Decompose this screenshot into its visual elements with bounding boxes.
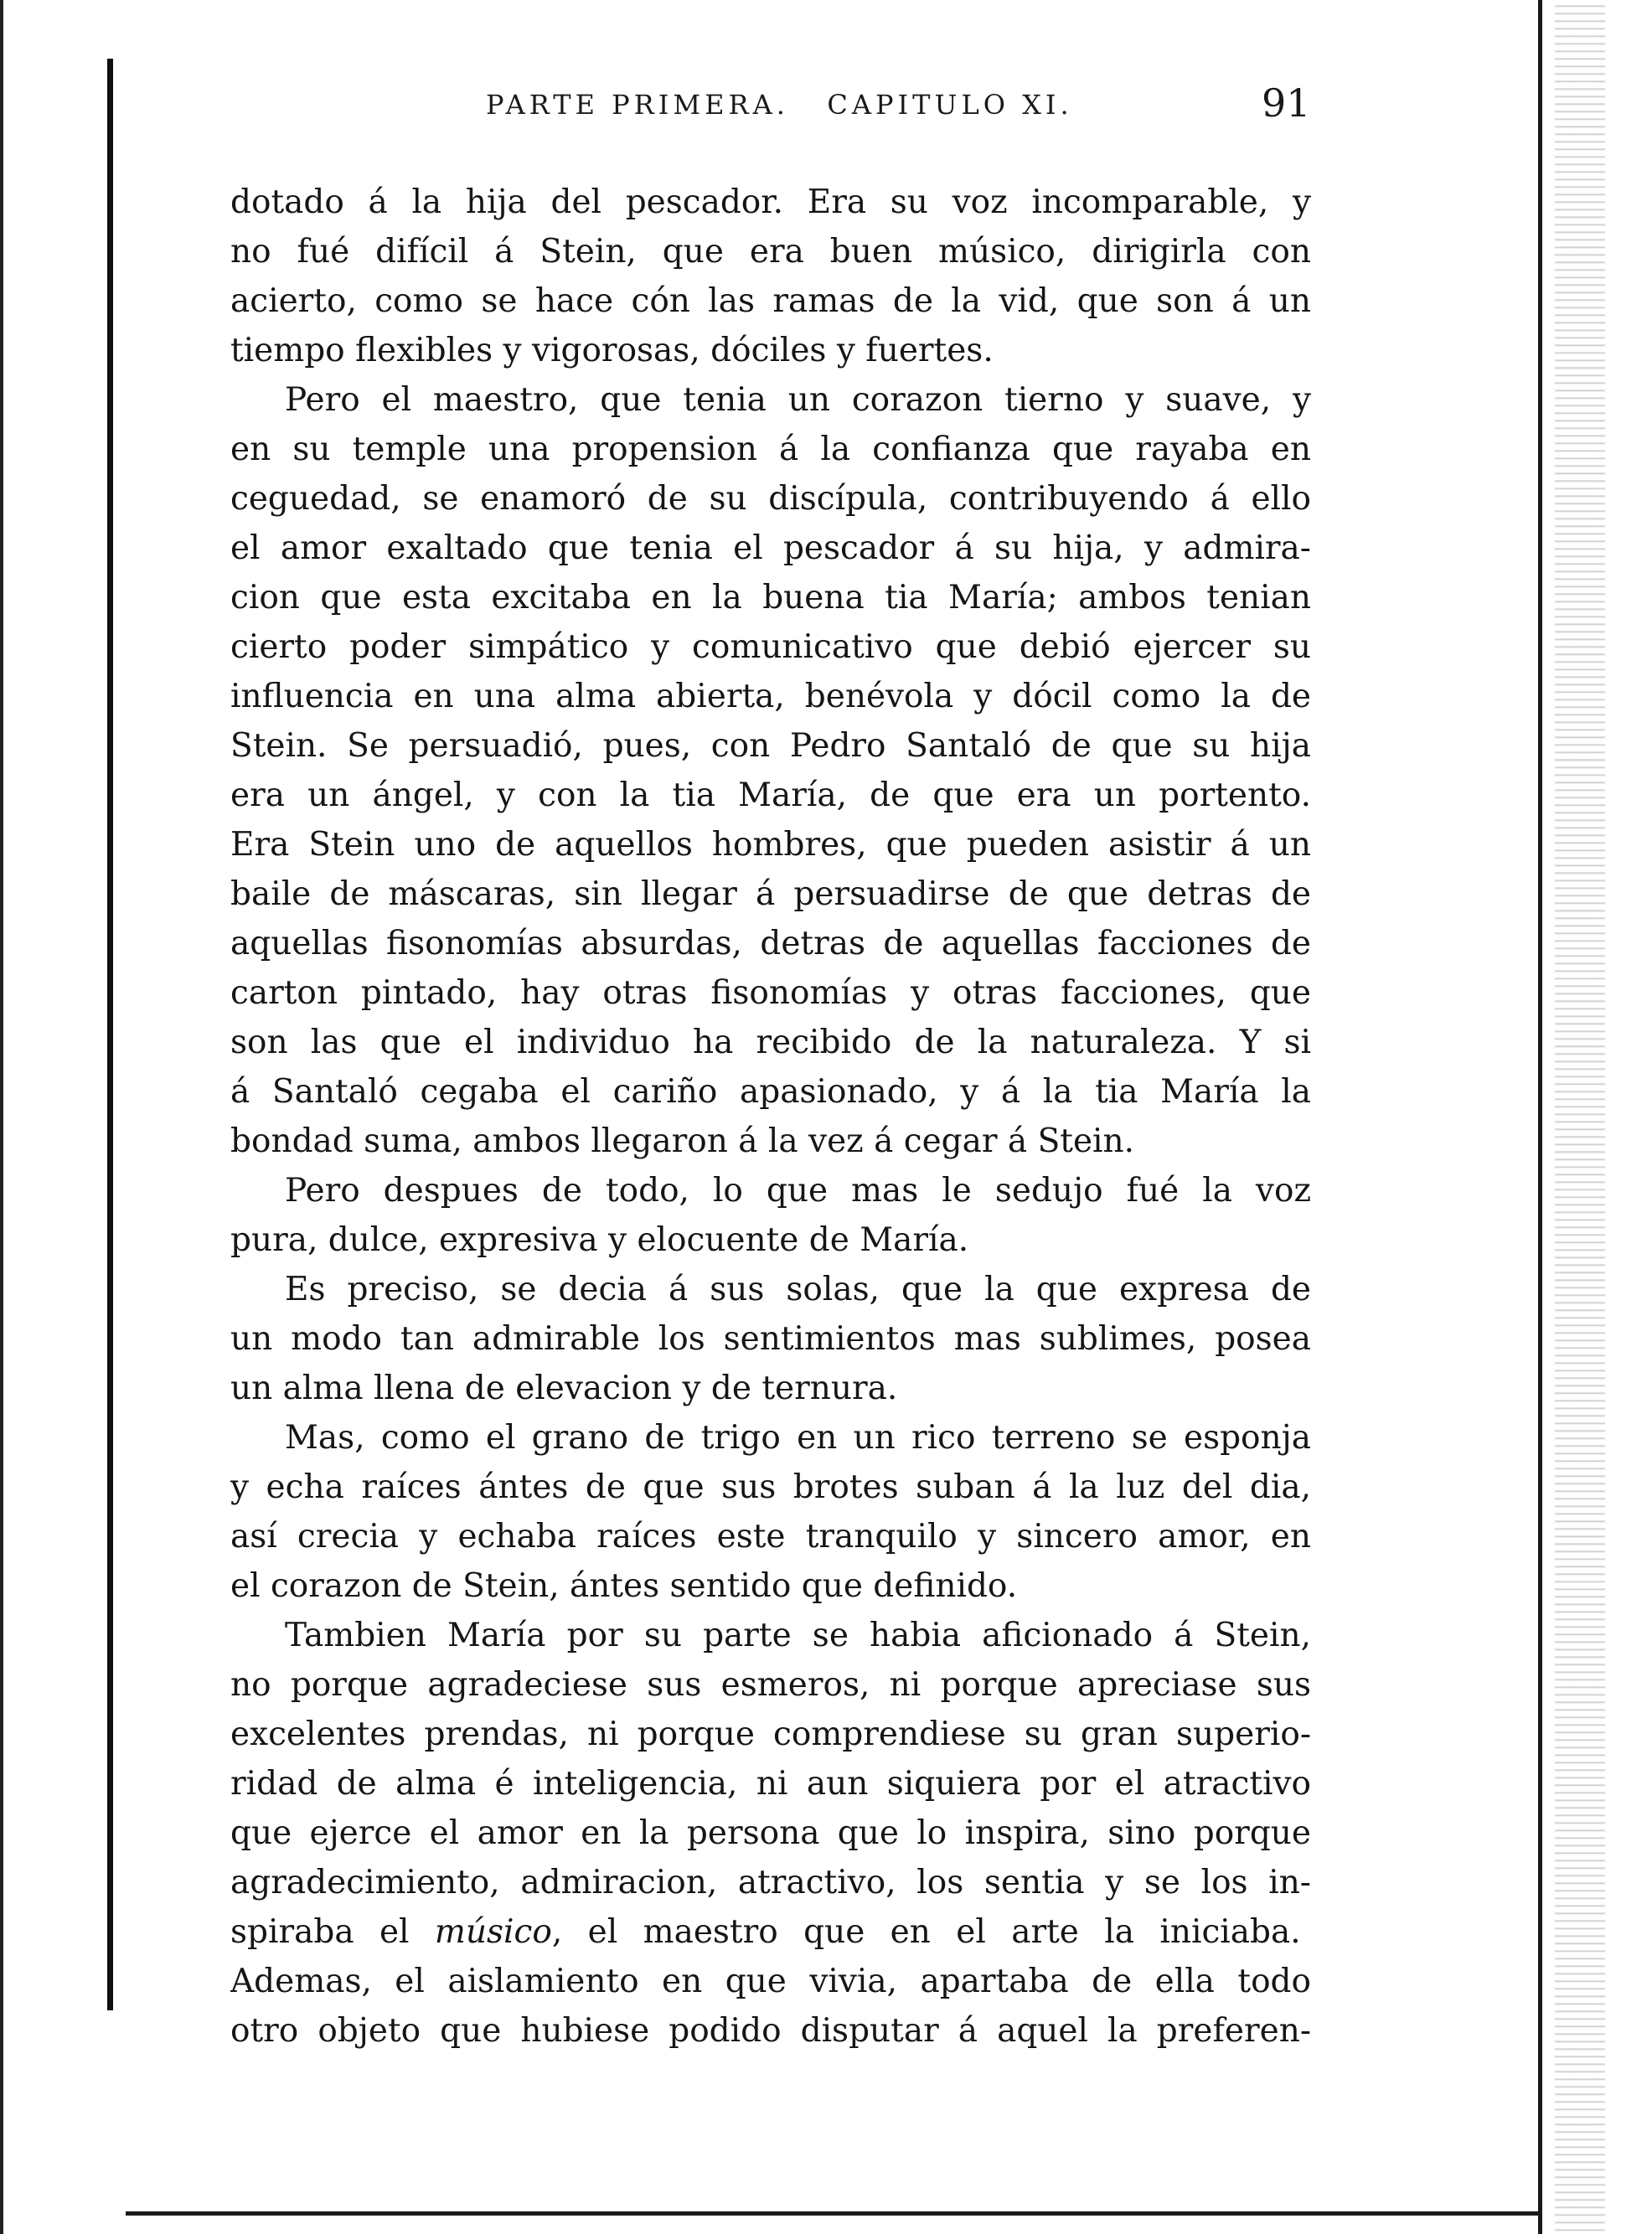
text-line: Es preciso, se decia á sus solas, que la que expresa de (285, 1271, 1311, 1308)
running-header: PARTE PRIMERA. CAPITULO XI. (486, 89, 1073, 121)
text-line: pura, dulce, expresiva y elocuente de María. (230, 1221, 969, 1259)
text-line: un modo tan admirable los sentimientos mas sublimes, posea (230, 1320, 1311, 1358)
page-bottom-edge (126, 2211, 1541, 2216)
text-line: Stein. Se persuadió, pues, con Pedro Santaló de que su hija (230, 727, 1311, 765)
text-line: son las que el individuo ha recibido de la naturaleza. Y si (230, 1024, 1311, 1061)
text-line: Tambien María por su parte se habia aficionado á Stein, (285, 1617, 1311, 1654)
text-line: excelentes prendas, ni porque comprendiese su gran superio- (230, 1715, 1311, 1753)
text-line: el corazon de Stein, ántes sentido que definido. (230, 1567, 1018, 1605)
scan-right-noise (1555, 0, 1605, 2234)
text-line: tiempo flexibles y vigorosas, dóciles y fuertes. (230, 332, 994, 369)
binding-shadow (107, 59, 113, 2010)
page-right-edge (1538, 0, 1542, 2234)
text-line: el amor exaltado que tenia el pescador á su hija, y admira- (230, 529, 1311, 567)
text-line: otro objeto que hubiese podido disputar á aquel la preferen- (230, 2012, 1311, 2050)
body-text (230, 178, 1311, 2056)
text-line: ridad de alma é inteligencia, ni aun siquiera por el atractivo (230, 1765, 1311, 1803)
text-fragment: spiraba el (230, 1913, 410, 1951)
text-line: no porque agradeciese sus esmeros, ni porque apreciase sus (230, 1666, 1311, 1704)
text-line: acierto, como se hace cón las ramas de la vid, que son á un (230, 282, 1311, 320)
text-line: cierto poder simpático y comunicativo que debió ejercer su (230, 628, 1311, 666)
text-line: carton pintado, hay otras fisonomías y otras facciones, que (230, 974, 1311, 1012)
text-line: á Santaló cegaba el cariño apasionado, y á la tia María la (230, 1073, 1311, 1111)
text-line: así crecia y echaba raíces este tranquilo y sincero amor, en (230, 1518, 1311, 1556)
text-line: ceguedad, se enamoró de su discípula, contribuyendo á ello (230, 480, 1311, 518)
text-fragment: , el maestro que en el arte la iniciaba. (551, 1913, 1301, 1951)
text-line: Mas, como el grano de trigo en un rico terreno se esponja (285, 1419, 1311, 1457)
text-line: Ademas, el aislamiento en que vivia, apartaba de ella todo (230, 1963, 1311, 2000)
text-line: era un ángel, y con la tia María, de que era un portento. (230, 776, 1311, 814)
italic-word: músico (434, 1913, 552, 1951)
text-line: y echa raíces ántes de que sus brotes suban á la luz del dia, (230, 1468, 1311, 1506)
text-line: Era Stein uno de aquellos hombres, que pueden asistir á un (230, 826, 1311, 864)
text-line: Pero despues de todo, lo que mas le sedujo fué la voz (285, 1172, 1311, 1210)
text-line: no fué difícil á Stein, que era buen músico, dirigirla con (230, 233, 1311, 271)
text-line: dotado á la hija del pescador. Era su voz incomparable, y (230, 183, 1311, 221)
page-number: 91 (1262, 80, 1311, 126)
text-line: bondad suma, ambos llegaron á la vez á cegar á Stein. (230, 1122, 1135, 1160)
text-line: influencia en una alma abierta, benévola y dócil como la de (230, 678, 1311, 715)
text-line: en su temple una propension á la confianza que rayaba en (230, 431, 1311, 468)
text-line: que ejerce el amor en la persona que lo inspira, sino porque (230, 1814, 1311, 1852)
text-line: un alma llena de elevacion y de ternura. (230, 1370, 898, 1407)
text-line (230, 1907, 1311, 1957)
text-line: Pero el maestro, que tenia un corazon tierno y suave, y (285, 381, 1311, 419)
text-line: agradecimiento, admiracion, atractivo, los sentia y se los in- (230, 1864, 1311, 1901)
text-line: aquellas fisonomías absurdas, detras de aquellas facciones de (230, 925, 1311, 962)
text-line: baile de máscaras, sin llegar á persuadirse de que detras de (230, 875, 1311, 913)
text-line: cion que esta excitaba en la buena tia María; ambos tenian (230, 579, 1311, 617)
scan-left-edge (0, 0, 3, 2234)
